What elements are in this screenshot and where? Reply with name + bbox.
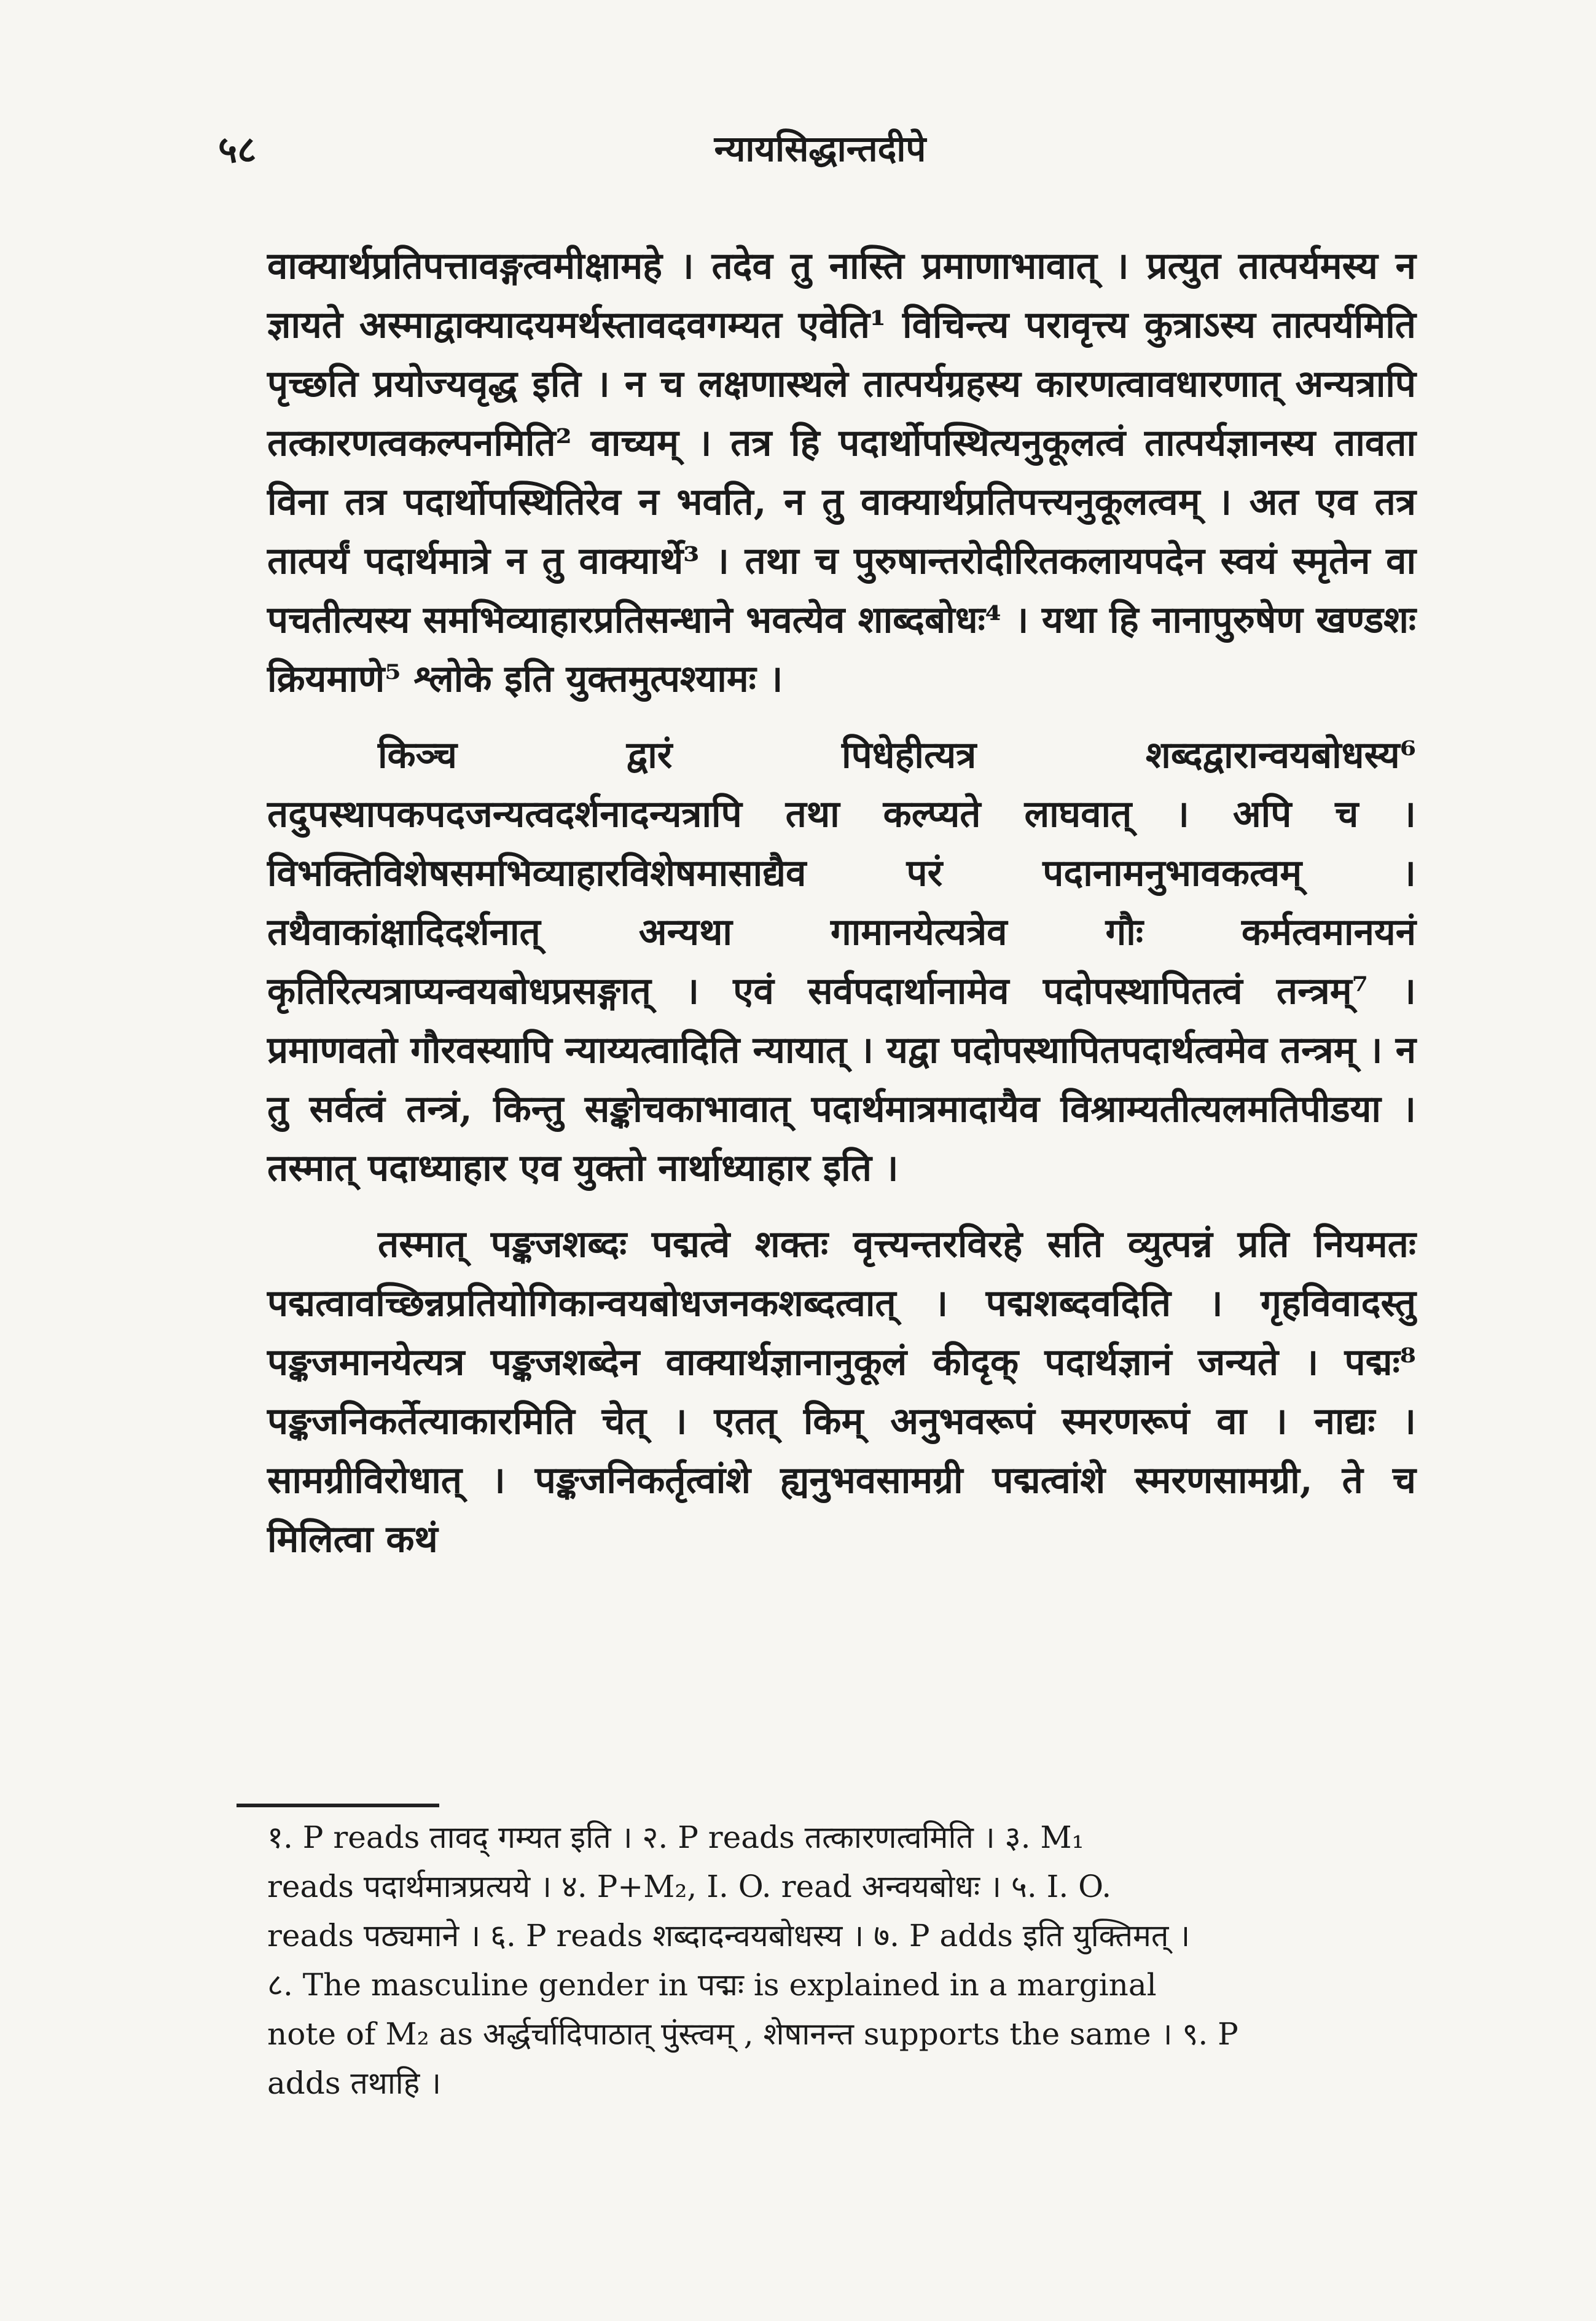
paragraph-1: वाक्यार्थप्रतिपत्तावङ्गत्वमीक्षामहे । तदेव तु नास्ति प्रमाणाभावात् । प्रत्युत तात्पर्यमस्य न ज्ञायते अस्माद्वाक्यादयमर्थस्तावदवगम्यत एवेति¹ विचिन्त्य परावृत्त्य कुत्राऽस्य तात्पर्यमिति पृच्छति प्रयोज्यवृद्ध इति । न च लक्षणास्थले तात्पर्यग्रहस्य कारणत्वावधारणात् अन्यत्रापि तत्कारणत्वकल्पनमिति² वाच्यम् । तत्र हि पदार्थोपस्थित्यनुकूलत्वं तात्पर्यज्ञानस्य तावता विना तत्र पदार्थोपस्थितिरेव न भवति, न तु वाक्यार्थप्रतिपत्त्यनुकूलत्वम् । अत एव तत्र तात्पर्यं पदार्थमात्रे न तु वाक्यार्थे³ । तथा च पुरुषान्तरोदीरितकलायपदेन स्वयं स्मृतेन वा पचतीत्यस्य समभिव्याहारप्रतिसन्धाने भवत्येव शाब्दबोधः⁴ । यथा हि नानापुरुषेण खण्डशः क्रियमाणे⁵ श्लोके इति युक्तमुत्पश्यामः । [267,245,1416,701]
paragraph-3: तस्मात् पङ्कजशब्दः पद्मत्वे शक्तः वृत्त्यन्तरविरहे सति व्युत्पन्नं प्रति नियमतः पद्मत्वावच्छिन्नप्रतियोगिकान्वयबोधजनकशब्दत्वात् । पद्मशब्दवदिति । गृहविवादस्तु पङ्कजमानयेत्यत्र पङ्कजशब्देन वाक्यार्थज्ञानानुकूलं कीदृक् पदार्थज्ञानं जन्यते । पद्मः⁸ पङ्कजनिकर्तेत्याकारमिति चेत् । एतत् किम् अनुभवरूपं स्मरणरूपं वा । नाद्यः । सामग्रीविरोधात् । पङ्कजनिकर्तृत्वांशे ह्यनुभवसामग्री पद्मत्वांशे स्मरणसामग्री, ते च मिलित्वा कथं [267,1223,1416,1561]
footnote-divider [237,1804,439,1807]
page-number: ५८ [218,128,257,171]
footnotes [267,1813,1434,2108]
footnote-block [267,1813,1434,2108]
main-text [267,237,1416,1586]
footnote-line: reads पठ्यमाने । ६. P reads शब्दादन्वयबोधस्य । ७. P adds इति युक्तिमत् । [267,1918,1191,1954]
page-header [218,123,1422,178]
footnote-line: reads पदार्थमात्रप्रत्यये । ४. P+M₂, I. O. read अन्वयबोधः । ५. I. O. [267,1869,1112,1904]
footnote-line: १. P reads तावद् गम्यत इति । २. P reads तत्कारणत्वमिति । ३. M₁ [267,1820,1084,1855]
paragraph-2: किञ्च द्वारं पिधेहीत्यत्र शब्दद्वारान्वयबोधस्य⁶ तदुपस्थापकपदजन्यत्वदर्शनादन्यत्रापि तथा कल्प्यते लाघवात् । अपि च । विभक्तिविशेषसमभिव्याहारविशेषमासाद्यैव परं पदानामनुभावकत्वम् । तथैवाकांक्षादिदर्शनात् अन्यथा गामानयेत्यत्रेव गौः कर्मत्वमानयनं कृतिरित्यत्राप्यन्वयबोधप्रसङ्गात् । एवं सर्वपदार्थानामेव पदोपस्थापितत्वं तन्त्रम्⁷ । प्रमाणवतो गौरवस्यापि न्याय्यत्वादिति न्यायात् । यद्वा पदोपस्थापितपदार्थत्वमेव तन्त्रम् । न तु सर्वत्वं तन्त्रं, किन्तु सङ्कोचकाभावात् पदार्थमात्रमादायैव विश्राम्यतीत्यलमतिपीडया । तस्मात् पदाध्याहार एव युक्तो नार्थाध्याहार इति । [267,734,1416,1190]
footnote-line: note of M₂ as अर्द्धर्चादिपाठात् पुंस्त्वम् , शेषानन्त supports the same । ९. P [267,2016,1238,2052]
footnote-line: ८. The masculine gender in पद्मः is explained in a marginal [267,1967,1157,2003]
footnote-line: adds तथाहि । [267,2065,442,2101]
running-title: न्यायसिद्धान्तदीपे [714,128,926,170]
